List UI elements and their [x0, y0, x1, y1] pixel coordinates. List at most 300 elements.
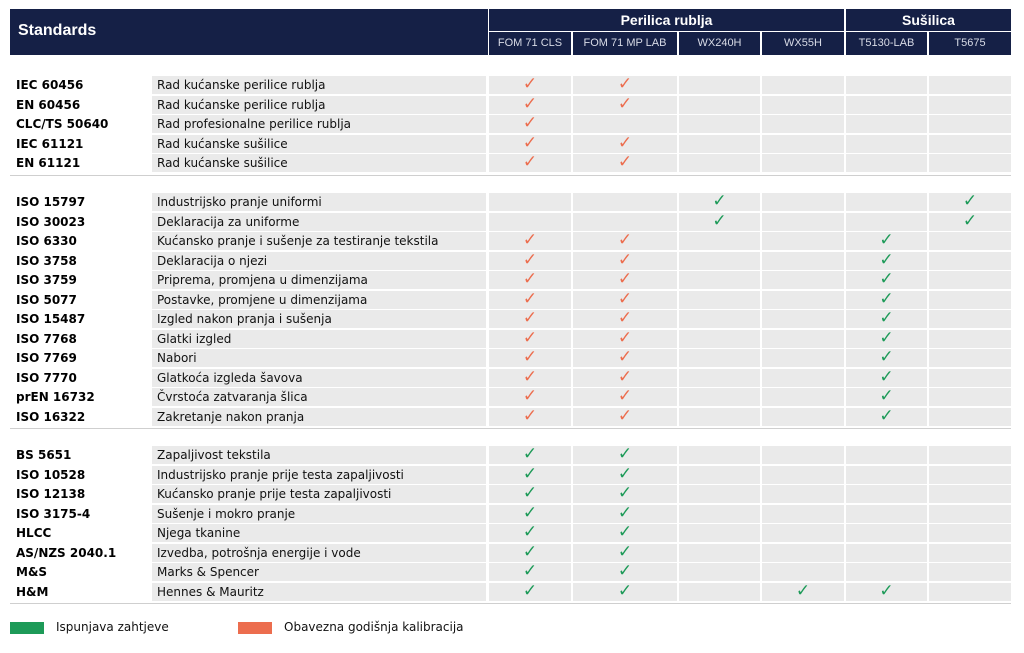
- model-cell: [929, 310, 1011, 328]
- model-cell: [679, 369, 760, 387]
- model-cell: [846, 76, 927, 94]
- check-icon-green: ✓: [522, 444, 538, 464]
- model-cell: [679, 96, 760, 114]
- standard-code: BS 5651: [16, 448, 72, 462]
- model-cell: [679, 310, 760, 328]
- model-cell: [679, 408, 760, 426]
- model-cell: [762, 76, 844, 94]
- check-icon-red: ✓: [617, 386, 633, 406]
- standard-description-cell: [152, 330, 486, 348]
- check-icon-green: ✓: [617, 483, 633, 503]
- model-cell: [846, 563, 927, 581]
- standard-description: Izgled nakon pranja i sušenja: [157, 312, 332, 326]
- model-cell: [489, 154, 571, 172]
- model-cell: [846, 327, 927, 348]
- model-cell: [929, 291, 1011, 309]
- model-cell: [489, 132, 571, 153]
- header-model-3: WX55H: [762, 32, 844, 55]
- check-icon-green: ✓: [522, 580, 538, 601]
- standard-description-cell: [152, 369, 486, 387]
- model-cell: [762, 232, 844, 250]
- model-cell: [762, 330, 844, 348]
- check-icon-green: ✓: [879, 366, 894, 387]
- check-icon-red: ✓: [522, 93, 538, 114]
- model-cell: [929, 210, 1011, 231]
- model-cell: [679, 232, 760, 250]
- model-cell: [573, 580, 677, 601]
- standard-description-cell: [152, 271, 486, 289]
- check-icon-green: ✓: [617, 444, 633, 464]
- standard-code: IEC 60456: [16, 78, 84, 92]
- model-cell: [489, 388, 571, 406]
- model-cell: [846, 485, 927, 503]
- model-cell: [679, 271, 760, 289]
- model-cell: [929, 466, 1011, 484]
- table-row: [10, 405, 1011, 428]
- model-cell: [573, 541, 677, 562]
- model-cell: [846, 232, 927, 250]
- standard-code: H&M: [16, 584, 49, 599]
- standard-code: CLC/TS 50640: [16, 117, 109, 131]
- standard-description: Nabori: [157, 351, 197, 365]
- model-cell: [573, 288, 677, 309]
- table-row: [10, 193, 1011, 213]
- model-cell: [929, 349, 1011, 367]
- model-cell: [679, 115, 760, 133]
- standard-description-cell: [152, 154, 486, 172]
- header-model-1: FOM 71 MP LAB: [573, 32, 677, 55]
- standard-description: Postavke, promjene u dimenzijama: [157, 292, 368, 307]
- standard-description: Rad kućanske sušilice: [157, 136, 288, 151]
- check-icon-red: ✓: [522, 405, 538, 426]
- standard-description-cell: [152, 193, 486, 211]
- check-icon-green: ✓: [962, 191, 978, 211]
- check-icon-red: ✓: [617, 269, 633, 289]
- model-cell: [679, 252, 760, 270]
- check-icon-red: ✓: [522, 230, 538, 250]
- model-cell: [573, 115, 677, 133]
- check-icon-green: ✓: [879, 580, 894, 601]
- model-cell: [762, 388, 844, 406]
- model-cell: [573, 563, 677, 581]
- check-icon-green: ✓: [879, 269, 894, 289]
- standard-code: ISO 10528: [16, 467, 86, 482]
- check-icon-green: ✓: [522, 483, 538, 503]
- check-icon-red: ✓: [522, 249, 538, 270]
- model-cell: [573, 388, 677, 406]
- standard-description-cell: [152, 310, 486, 328]
- model-cell: [762, 193, 844, 211]
- standard-code: ISO 15487: [16, 312, 86, 326]
- check-icon-red: ✓: [522, 327, 538, 348]
- table-row: [10, 580, 1011, 603]
- check-icon-green: ✓: [879, 386, 894, 406]
- check-icon-red: ✓: [617, 74, 633, 94]
- model-cell: [679, 505, 760, 523]
- check-icon-green: ✓: [962, 210, 978, 231]
- check-icon-green: ✓: [522, 463, 538, 484]
- model-cell: [846, 193, 927, 211]
- model-cell: [846, 249, 927, 270]
- model-cell: [846, 544, 927, 562]
- standard-description-cell: [152, 466, 486, 484]
- model-cell: [929, 96, 1011, 114]
- model-cell: [846, 135, 927, 153]
- model-cell: [679, 583, 760, 601]
- check-icon-green: ✓: [522, 541, 538, 562]
- check-icon-green: ✓: [712, 210, 727, 231]
- standard-description-cell: [152, 349, 486, 367]
- check-icon-green: ✓: [795, 580, 811, 601]
- model-cell: [846, 288, 927, 309]
- legend-label-red: Obavezna godišnja kalibracija: [284, 620, 464, 634]
- model-cell: [846, 310, 927, 328]
- model-cell: [762, 505, 844, 523]
- model-cell: [846, 96, 927, 114]
- check-icon-red: ✓: [617, 132, 633, 153]
- model-cell: [846, 466, 927, 484]
- check-icon-green: ✓: [879, 405, 894, 426]
- model-cell: [679, 524, 760, 542]
- model-cell: [489, 463, 571, 484]
- standard-description: Zakretanje nakon pranja: [157, 409, 305, 424]
- check-icon-green: ✓: [879, 347, 894, 367]
- model-cell: [573, 485, 677, 503]
- model-cell: [489, 446, 571, 464]
- model-cell: [489, 213, 571, 231]
- standard-description: Marks & Spencer: [157, 565, 259, 579]
- check-icon-green: ✓: [879, 327, 894, 348]
- standard-description-cell: [152, 505, 486, 523]
- check-icon-green: ✓: [522, 502, 538, 523]
- model-cell: [489, 502, 571, 523]
- header-model-5: T5675: [929, 32, 1011, 55]
- model-cell: [489, 193, 571, 211]
- model-cell: [489, 327, 571, 348]
- standards-header: [10, 9, 488, 55]
- model-cell: [573, 154, 677, 172]
- model-cell: [679, 485, 760, 503]
- standard-code: ISO 6330: [16, 234, 77, 248]
- standard-description: Deklaracija o njezi: [157, 253, 268, 268]
- check-icon-green: ✓: [879, 288, 894, 309]
- check-icon-green: ✓: [617, 522, 633, 542]
- check-icon-red: ✓: [617, 230, 633, 250]
- model-cell: [762, 563, 844, 581]
- model-cell: [489, 115, 571, 133]
- model-cell: [489, 366, 571, 387]
- model-cell: [489, 288, 571, 309]
- model-cell: [489, 541, 571, 562]
- model-cell: [762, 252, 844, 270]
- model-cell: [573, 405, 677, 426]
- model-cell: [929, 408, 1011, 426]
- model-cell: [762, 349, 844, 367]
- model-cell: [762, 213, 844, 231]
- model-cell: [679, 446, 760, 464]
- model-cell: [489, 249, 571, 270]
- standard-description: Glatki izgled: [157, 331, 232, 346]
- standard-code: ISO 30023: [16, 214, 86, 229]
- standard-description-cell: [152, 544, 486, 562]
- model-cell: [846, 366, 927, 387]
- model-cell: [929, 135, 1011, 153]
- model-cell: [489, 93, 571, 114]
- standard-description: Rad kućanske sušilice: [157, 156, 288, 170]
- legend-swatch-green: [10, 622, 44, 634]
- standard-description-cell: [152, 252, 486, 270]
- check-icon-green: ✓: [879, 249, 894, 270]
- model-cell: [679, 193, 760, 211]
- header-group-1: Sušilica: [846, 9, 1011, 31]
- model-cell: [489, 232, 571, 250]
- model-cell: [762, 485, 844, 503]
- check-icon-red: ✓: [617, 152, 633, 172]
- model-cell: [762, 446, 844, 464]
- model-cell: [573, 76, 677, 94]
- check-icon-red: ✓: [522, 152, 538, 172]
- model-cell: [573, 213, 677, 231]
- standard-code: ISO 3175-4: [16, 506, 91, 521]
- model-cell: [573, 502, 677, 523]
- model-cell: [573, 366, 677, 387]
- model-cell: [762, 310, 844, 328]
- model-cell: [762, 466, 844, 484]
- model-cell: [573, 249, 677, 270]
- header-group-0: Perilica rublja: [489, 9, 844, 31]
- model-cell: [762, 271, 844, 289]
- model-cell: [489, 524, 571, 542]
- check-icon-red: ✓: [522, 74, 538, 94]
- model-cell: [762, 135, 844, 153]
- model-cell: [762, 154, 844, 172]
- standard-code: ISO 3758: [16, 253, 77, 268]
- model-cell: [489, 563, 571, 581]
- model-cell: [846, 580, 927, 601]
- model-cell: [679, 388, 760, 406]
- standard-description-cell: [152, 583, 486, 601]
- model-cell: [762, 291, 844, 309]
- model-cell: [929, 252, 1011, 270]
- standard-description: Čvrstoća zatvaranja šlica: [157, 390, 308, 404]
- standard-description: Rad kućanske perilice rublja: [157, 97, 326, 112]
- model-cell: [573, 93, 677, 114]
- standard-description-cell: [152, 232, 486, 250]
- standard-code: ISO 12138: [16, 487, 86, 501]
- model-cell: [846, 271, 927, 289]
- model-cell: [679, 544, 760, 562]
- model-cell: [573, 271, 677, 289]
- model-cell: [573, 193, 677, 211]
- standard-description: Zapaljivost tekstila: [157, 448, 271, 462]
- check-icon-green: ✓: [522, 561, 538, 581]
- check-icon-red: ✓: [522, 347, 538, 367]
- model-cell: [573, 524, 677, 542]
- standard-description-cell: [152, 563, 486, 581]
- standard-description: Izvedba, potrošnja energije i vode: [157, 545, 361, 560]
- check-icon-green: ✓: [617, 541, 633, 562]
- standard-code: EN 61121: [16, 156, 81, 170]
- standard-description-cell: [152, 135, 486, 153]
- model-cell: [929, 232, 1011, 250]
- model-cell: [489, 349, 571, 367]
- standard-code: EN 60456: [16, 97, 81, 112]
- model-cell: [679, 349, 760, 367]
- check-icon-green: ✓: [879, 230, 894, 250]
- model-cell: [573, 232, 677, 250]
- section-divider: [10, 603, 1011, 604]
- model-cell: [846, 115, 927, 133]
- check-icon-red: ✓: [522, 269, 538, 289]
- model-cell: [679, 76, 760, 94]
- model-cell: [929, 524, 1011, 542]
- model-cell: [929, 76, 1011, 94]
- model-cell: [573, 327, 677, 348]
- model-cell: [846, 349, 927, 367]
- standard-code: ISO 16322: [16, 409, 86, 424]
- standard-description-cell: [152, 96, 486, 114]
- model-cell: [679, 210, 760, 231]
- model-cell: [846, 213, 927, 231]
- model-cell: [762, 544, 844, 562]
- check-icon-red: ✓: [617, 308, 633, 328]
- model-cell: [762, 115, 844, 133]
- standard-code: prEN 16732: [16, 390, 95, 404]
- model-cell: [929, 154, 1011, 172]
- standard-description: Hennes & Mauritz: [157, 584, 264, 599]
- check-icon-red: ✓: [617, 327, 633, 348]
- model-cell: [679, 330, 760, 348]
- model-cell: [762, 96, 844, 114]
- check-icon-red: ✓: [522, 366, 538, 387]
- standard-description-cell: [152, 446, 486, 464]
- model-cell: [573, 463, 677, 484]
- model-cell: [679, 563, 760, 581]
- standard-description: Kućansko pranje prije testa zapaljivosti: [157, 487, 392, 501]
- model-cell: [929, 446, 1011, 464]
- standard-code: M&S: [16, 565, 48, 579]
- model-cell: [679, 135, 760, 153]
- model-cell: [762, 369, 844, 387]
- standard-code: ISO 7769: [16, 351, 77, 365]
- check-icon-red: ✓: [617, 249, 633, 270]
- table-row: [10, 154, 1011, 174]
- model-cell: [846, 405, 927, 426]
- standard-code: ISO 15797: [16, 195, 86, 209]
- standard-description: Njega tkanine: [157, 526, 241, 540]
- check-icon-green: ✓: [617, 502, 633, 523]
- model-cell: [679, 466, 760, 484]
- standard-description-cell: [152, 524, 486, 542]
- standard-description-cell: [152, 291, 486, 309]
- standard-description: Industrijsko pranje uniformi: [157, 195, 322, 209]
- section-divider: [10, 175, 1011, 176]
- check-icon-green: ✓: [522, 522, 538, 542]
- section-divider: [10, 428, 1011, 429]
- check-icon-green: ✓: [617, 580, 633, 601]
- model-cell: [929, 193, 1011, 211]
- check-icon-red: ✓: [617, 288, 633, 309]
- standard-description: Priprema, promjena u dimenzijama: [157, 273, 368, 287]
- header-model-2: WX240H: [679, 32, 760, 55]
- model-cell: [929, 388, 1011, 406]
- model-cell: [846, 524, 927, 542]
- model-cell: [573, 132, 677, 153]
- model-cell: [679, 154, 760, 172]
- check-icon-green: ✓: [879, 308, 894, 328]
- model-cell: [489, 485, 571, 503]
- model-cell: [762, 524, 844, 542]
- check-icon-red: ✓: [617, 405, 633, 426]
- model-cell: [573, 349, 677, 367]
- standard-code: ISO 3759: [16, 273, 77, 287]
- model-cell: [489, 310, 571, 328]
- check-icon-red: ✓: [522, 386, 538, 406]
- model-cell: [489, 76, 571, 94]
- model-cell: [929, 544, 1011, 562]
- check-icon-green: ✓: [712, 191, 727, 211]
- standard-code: ISO 7768: [16, 331, 77, 346]
- model-cell: [929, 583, 1011, 601]
- check-icon-red: ✓: [617, 93, 633, 114]
- model-cell: [929, 369, 1011, 387]
- check-icon-red: ✓: [522, 308, 538, 328]
- standard-code: IEC 61121: [16, 136, 84, 151]
- standard-code: HLCC: [16, 526, 52, 540]
- standard-code: ISO 5077: [16, 292, 77, 307]
- standard-code: AS/NZS 2040.1: [16, 545, 117, 560]
- standard-description: Rad profesionalne perilice rublja: [157, 117, 352, 131]
- standard-description-cell: [152, 408, 486, 426]
- check-icon-green: ✓: [617, 561, 633, 581]
- model-cell: [762, 408, 844, 426]
- standard-description-cell: [152, 213, 486, 231]
- check-icon-red: ✓: [522, 132, 538, 153]
- standard-code: ISO 7770: [16, 370, 77, 385]
- check-icon-red: ✓: [617, 366, 633, 387]
- standard-description-cell: [152, 388, 486, 406]
- header-model-4: T5130-LAB: [846, 32, 927, 55]
- standard-description-cell: [152, 76, 486, 94]
- model-cell: [489, 405, 571, 426]
- standard-description-cell: [152, 485, 486, 503]
- legend-label-green: Ispunjava zahtjeve: [56, 620, 169, 634]
- model-cell: [573, 446, 677, 464]
- model-cell: [929, 115, 1011, 133]
- standards-header-label: Standards: [18, 22, 97, 39]
- standard-description: Glatkoća izgleda šavova: [157, 370, 303, 385]
- model-cell: [846, 388, 927, 406]
- standard-description: Industrijsko pranje prije testa zapaljivosti: [157, 467, 404, 482]
- check-icon-red: ✓: [617, 347, 633, 367]
- model-cell: [929, 330, 1011, 348]
- model-cell: [489, 271, 571, 289]
- model-cell: [929, 563, 1011, 581]
- model-cell: [929, 271, 1011, 289]
- standard-description: Kućansko pranje i sušenje za testiranje tekstila: [157, 234, 439, 248]
- model-cell: [762, 580, 844, 601]
- standard-description: Rad kućanske perilice rublja: [157, 78, 326, 92]
- header-model-0: FOM 71 CLS: [489, 32, 571, 55]
- model-cell: [846, 154, 927, 172]
- standard-description: Sušenje i mokro pranje: [157, 506, 296, 521]
- legend-swatch-red: [238, 622, 272, 634]
- check-icon-red: ✓: [522, 113, 538, 133]
- standard-description: Deklaracija za uniforme: [157, 214, 300, 229]
- check-icon-green: ✓: [617, 463, 633, 484]
- model-cell: [929, 505, 1011, 523]
- model-cell: [846, 505, 927, 523]
